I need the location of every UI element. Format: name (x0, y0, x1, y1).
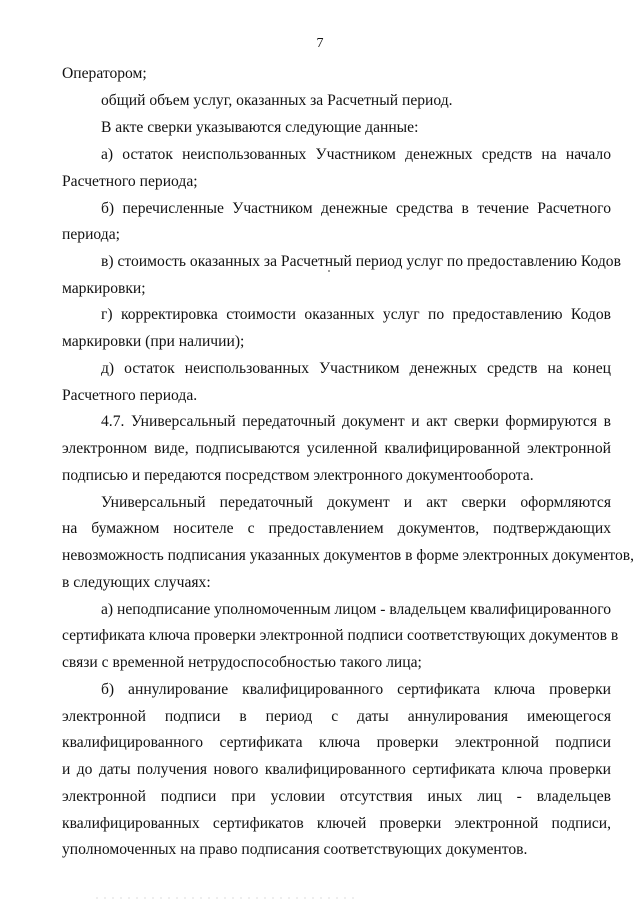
text-line: общий объем услуг, оказанных за Расчетный период. (101, 92, 453, 109)
text-line: г) корректировка стоимости оказанных услуг по предоставлению Кодов (101, 306, 611, 323)
text-line: электронной подписи в период с даты аннулирования имеющегося (62, 708, 611, 725)
text-line: в) стоимость оказанных за Расчетный период услуг по предоставлению Кодов (101, 253, 621, 270)
text-line: Универсальный передаточный документ и акт сверки оформляются (101, 494, 611, 511)
text-line: уполномоченных на право подписания соответствующих документов. (62, 841, 528, 858)
text-line: 4.7. Универсальный передаточный документ и акт сверки формируются в (101, 413, 611, 430)
text-line: на бумажном носителе с предоставлением документов, подтверждающих (62, 520, 611, 537)
text-line: в следующих случаях: (62, 574, 211, 591)
text-line: невозможность подписания указанных документов в форме электронных документов, (62, 547, 635, 564)
page-number: 7 (316, 36, 324, 51)
text-line: а) неподписание уполномоченным лицом - владельцем квалифицированного (101, 601, 611, 618)
text-line: маркировки; (62, 280, 146, 297)
text-line: электронной подписи при условии отсутствия иных лиц - владельцев (62, 788, 611, 805)
text-line: и до даты получения нового квалифицированного сертификата ключа проверки (62, 761, 611, 778)
text-line: В акте сверки указываются следующие данные: (101, 119, 419, 136)
text-line: периода; (62, 226, 120, 243)
text-line: связи с временной нетрудоспособностью такого лица; (62, 654, 422, 671)
text-line: д) остаток неиспользованных Участником денежных средств на конец (101, 360, 611, 377)
text-line: электронном виде, подписываются усиленной квалифицированной электронной (62, 440, 611, 457)
text-line: подписью и передаются посредством электронного документооборота. (62, 467, 534, 484)
text-line: квалифицированного сертификата ключа проверки электронной подписи (62, 734, 611, 751)
text-line: сертификата ключа проверки электронной подписи соответствующих документов в (62, 627, 619, 644)
text-line: а) остаток неиспользованных Участником денежных средств на начало (101, 146, 611, 163)
text-line: Оператором; (62, 65, 147, 82)
text-line: Расчетного периода. (62, 387, 198, 404)
text-line: б) аннулирование квалифицированного сертификата ключа проверки (101, 681, 611, 698)
text-line: Расчетного периода; (62, 173, 198, 190)
text-line: б) перечисленные Участником денежные средства в течение Расчетного (101, 200, 611, 217)
text-line: маркировки (при наличии); (62, 333, 245, 350)
text-line: квалифицированных сертификатов ключей проверки электронной подписи, (62, 815, 611, 832)
